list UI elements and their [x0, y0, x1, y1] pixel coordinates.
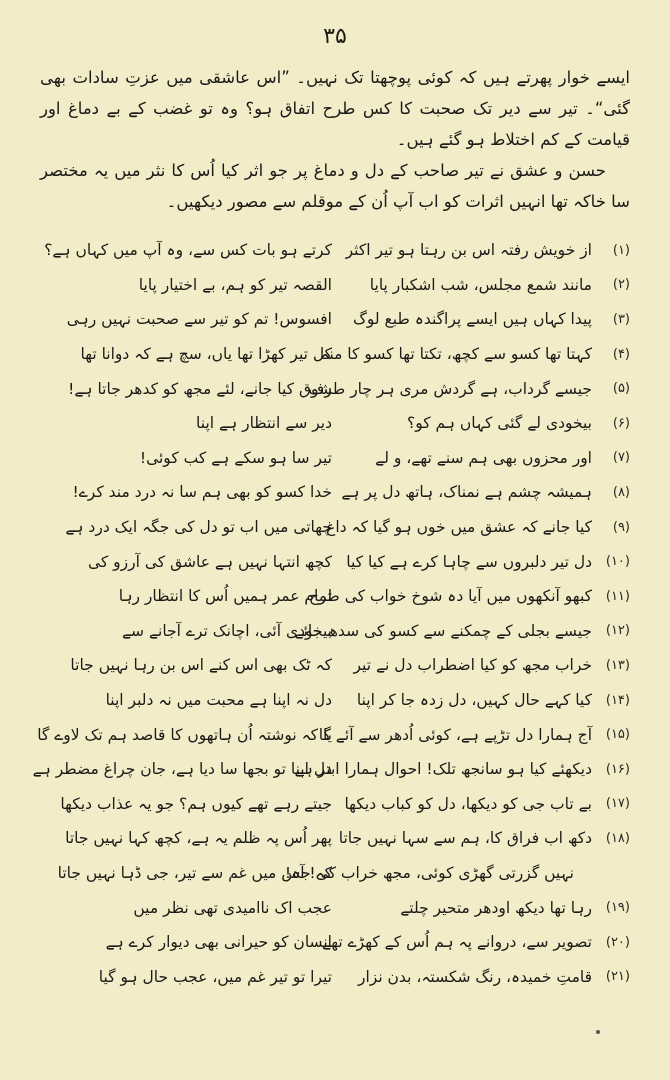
verse-number: (۱۶): [605, 761, 630, 777]
verse-number: (۸): [612, 484, 630, 500]
verse-number: (۲): [612, 277, 630, 293]
verse-number: (۱۰): [605, 554, 630, 570]
verse-second-line: شوق کیا جانے، لئے مجھ کو کدھر جاتا ہے!: [68, 379, 332, 398]
verse-second-line: دل اپنا تو بجھا سا دیا ہے، جان چراغ مضطر ہے: [32, 760, 332, 779]
verse-second-line: دل نہ اپنا ہے محبت میں نہ دلبر اپنا: [105, 691, 332, 710]
prose-paragraph-2: حسن و عشق نے تیر صاحب کے دل و دماغ پر جو اثر کیا اُس کا نثر میں یہ مختصر سا خاکہ تھا انہیں اثرات کو اب آپ اُن کے موقلم سے مصور دیکھیں۔: [40, 161, 630, 211]
verse-first-line: آج ہمارا دل تڑپے ہے، کوئی اُدھر سے آئے گا: [318, 725, 592, 744]
verse-second-line: افسوس! تم کو تیر سے صحبت نہیں رہی: [66, 310, 332, 329]
verse-row: [40, 925, 630, 960]
verse-row: [40, 614, 630, 649]
verse-first-line: کیا کہے حال کہیں، دل زدہ جا کر اپنا: [356, 691, 592, 710]
verse-second-line: القصہ تیر کو ہم، بے اختیار پایا: [138, 275, 332, 294]
verse-first-line: جیسے گرداب، ہے گردش مری ہر چار طرف: [308, 379, 592, 398]
verse-second-line: تیرا تو تیر غم میں، عجب حال ہو گیا: [98, 967, 332, 986]
verse-number: (۱): [612, 242, 630, 258]
verse-row: [32, 752, 630, 787]
verse-row: [40, 475, 630, 510]
verse-first-line: قامتِ خمیدہ، رنگ شکستہ، بدن نزار: [357, 967, 592, 986]
verse-first-line: دل تیر دلبروں سے چاہا کرے ہے کیا کیا: [346, 552, 592, 571]
prose-paragraph-1: ایسے خوار پھرتے ہیں کہ کوئی پوچھتا تک نہیں۔ ”اس عاشقی میں عزتِ سادات بھی گئی“۔ تیر سے دیر تک صحبت کا کس طرح اتفاق ہو؟ وہ تو غضب کے بے دماغ اور قیامت کے کم اختلاط ہو گئے ہیں۔: [40, 68, 630, 149]
verse-first-line: مانند شمع مجلس، شب اشکبار پایا: [369, 275, 592, 294]
verse-row: [40, 371, 630, 406]
verse-row: [40, 441, 630, 476]
verse-row: [40, 302, 630, 337]
verse-row: [40, 821, 630, 856]
verse-row: [40, 510, 630, 545]
verse-row: [37, 717, 630, 752]
verse-second-line: کرتے ہو بات کس سے، وہ آپ میں کہاں ہے؟: [44, 241, 332, 260]
verse-row: [40, 683, 630, 718]
verse-number: (۴): [612, 346, 630, 362]
verse-first-line: بیخودی لے گئی کہاں ہم کو؟: [406, 414, 592, 433]
verse-row: [40, 890, 630, 925]
verse-first-line: نہیں گزرتی گھڑی کوئی، مجھ خراب کی! آہ!: [284, 863, 574, 882]
verse-row: [40, 787, 630, 822]
verse-row: [40, 268, 630, 303]
verse-number: (۱۷): [605, 796, 630, 812]
verse-row: [40, 579, 630, 614]
verse-number: (۱۱): [605, 588, 630, 604]
verse-row: [40, 337, 630, 372]
verse-first-line: از خویش رفتہ اس بن رہتا ہو تیر اکثر: [345, 241, 592, 260]
verse-first-line: کہتا تھا کسو سے کچھ، تکتا تھا کسو کا منہ: [320, 345, 592, 364]
verse-second-line: پھر اُس پہ ظلم یہ ہے، کچھ کہا نہیں جاتا: [65, 829, 332, 848]
verse-number: (۵): [612, 381, 630, 397]
verse-second-line: جیتے رہے تھے کیوں ہم؟ جو یہ عذاب دیکھا: [60, 794, 332, 813]
verse-second-line: کہ جس میں غم سے تیر، جی ڈہا نہیں جاتا: [57, 863, 332, 882]
verse-second-line: کہ ٹک بھی اس کنے اس بن رہا نہیں جاتا: [70, 656, 332, 675]
verse-number: (۲۱): [605, 969, 630, 985]
verse-number: (۱۸): [605, 830, 630, 846]
verse-number: (۱۵): [605, 727, 630, 743]
verse-number: (۲۰): [605, 934, 630, 950]
verse-list: [32, 233, 630, 994]
verse-row: [40, 959, 630, 994]
prose-section: [40, 62, 630, 217]
verse-first-line: تصویر سے، دروانے پہ ہم اُس کے کھڑے تھے: [322, 933, 592, 952]
verse-number: (۶): [612, 415, 630, 431]
verse-row: [40, 856, 630, 891]
verse-number: (۱۴): [605, 692, 630, 708]
verse-first-line: کیا جانے کہ عشق میں خوں ہو گیا کہ داغ: [326, 518, 592, 537]
page-number: ۳۵: [323, 24, 347, 49]
verse-first-line: پیدا کہاں ہیں ایسے پراگندہ طبع لوگ: [353, 310, 592, 329]
verse-second-line: کچھ انتہا نہیں ہے عاشق کی آرزو کی: [87, 552, 332, 571]
verse-first-line: رہا تھا دیکھ اودھر متحیر چلتے: [400, 898, 592, 917]
verse-number: (۱۹): [605, 900, 630, 916]
verse-second-line: یا کہ نوشتہ اُن ہاتھوں کا قاصد ہم تک لاوے گا: [37, 725, 332, 744]
verse-second-line: خدا کسو کو بھی ہم سا نہ درد مند کرے!: [72, 483, 332, 502]
verse-first-line: اور محزوں بھی ہم سنے تھے، و لے: [375, 448, 592, 467]
verse-second-line: کل تیر کھڑا تھا یاں، سچ ہے کہ دوانا تھا: [80, 345, 332, 364]
verse-number: (۷): [612, 450, 630, 466]
verse-row: [40, 648, 630, 683]
verse-number: (۳): [612, 311, 630, 327]
verse-second-line: تمام عمر ہمیں اُس کا انتظار رہا: [118, 587, 332, 606]
verse-first-line: دکھ اب فراق کا، ہم سے سہا نہیں جاتا: [338, 829, 592, 848]
verse-second-line: دیر سے انتظار ہے اپنا: [196, 414, 332, 433]
verse-number: (۱۳): [605, 657, 630, 673]
verse-row: [40, 544, 630, 579]
verse-second-line: چھاتی میں اب تو دل کی جگہ ایک درد ہے: [65, 518, 332, 537]
verse-number: (۱۲): [605, 623, 630, 639]
verse-first-line: خراب مجھ کو کیا اضطراب دل نے تیر: [353, 656, 592, 675]
verse-first-line: جیسے بجلی کے چمکنے سے کسو کی سدھ جائے: [294, 621, 592, 640]
verse-number: (۹): [612, 519, 630, 535]
verse-second-line: عجب اک ناامیدی تھی نظر میں: [133, 898, 332, 917]
verse-first-line: ہمیشہ چشم ہے نمناک، ہاتھ دل پر ہے: [341, 483, 592, 502]
verse-first-line: بے تاب جی کو دیکھا، دل کو کباب دیکھا: [344, 794, 592, 813]
verse-second-line: انسان کو حیرانی بھی دیوار کرے ہے: [105, 933, 332, 952]
verse-second-line: تیر سا ہو سکے ہے کب کوئی!: [139, 448, 332, 467]
verse-row: [40, 233, 630, 268]
verse-row: [40, 406, 630, 441]
verse-first-line: دیکھئے کیا ہو سانجھ تلک! احوال ہمارا ابتر ہے: [294, 760, 592, 779]
ink-speck: [596, 1030, 600, 1034]
verse-second-line: بیخودی آئی، اچانک ترے آجانے سے: [121, 621, 332, 640]
verse-first-line: کبھو آنکھوں میں آیا دہ شوخ خواب کی طرح: [308, 587, 592, 606]
